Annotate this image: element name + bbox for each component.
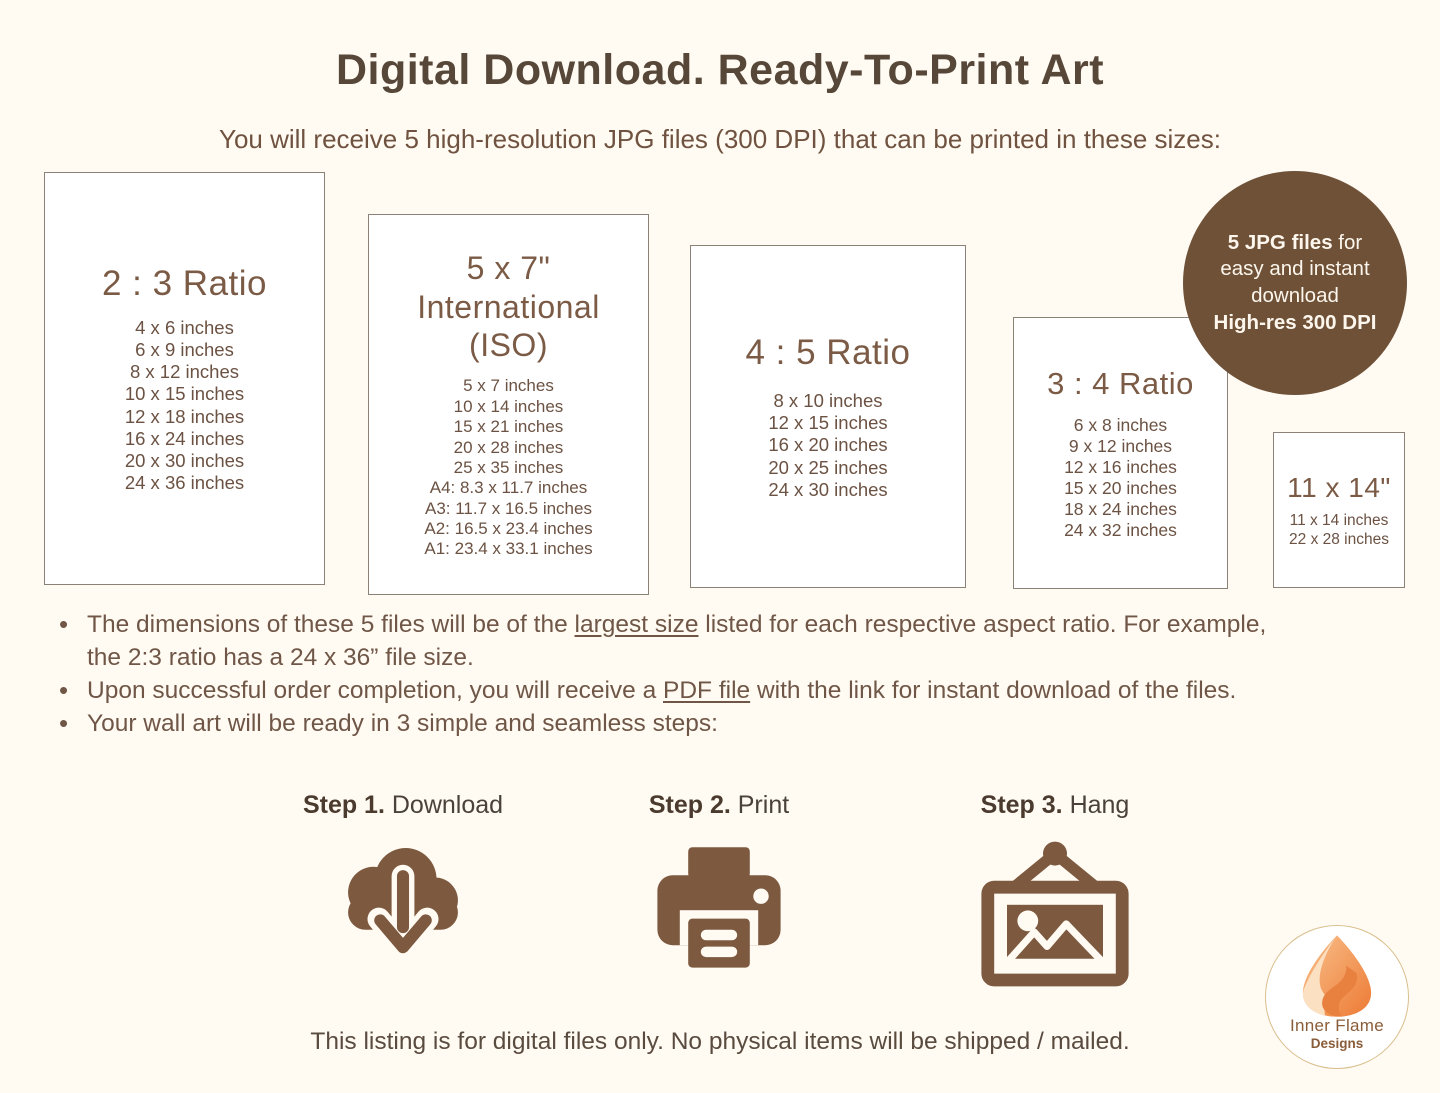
step-3-hang (940, 791, 1170, 993)
size-box-heading: 4 : 5 Ratio (745, 333, 911, 373)
brand-name-2: Designs (1310, 1036, 1364, 1051)
size-item: 10 x 15 inches (124, 383, 245, 405)
step-label: Step 1. Download (302, 791, 504, 819)
size-item: 11 x 14 inches (1289, 512, 1389, 530)
brand-name: Inner Flame (1289, 1016, 1384, 1035)
size-item: A2: 16.5 x 23.4 inches (424, 519, 593, 539)
size-list (1289, 512, 1389, 549)
size-item: 24 x 30 inches (768, 478, 888, 500)
step-2-print (604, 791, 834, 981)
page-title: Digital Download. Ready-To-Print Art (335, 46, 1105, 94)
size-item: 4 x 6 inches (135, 316, 234, 338)
size-box-5x7-iso (368, 214, 649, 595)
size-item: A4: 8.3 x 11.7 inches (429, 478, 588, 498)
size-item: 25 x 35 inches (453, 457, 564, 477)
size-box-2-3-ratio (44, 172, 325, 585)
size-item: A3: 11.7 x 16.5 inches (425, 498, 592, 518)
size-list (1064, 415, 1177, 541)
flame-icon (1298, 934, 1376, 1018)
step-1-download (288, 791, 518, 983)
size-item: A1: 23.4 x 33.1 inches (424, 539, 593, 559)
size-list (125, 317, 244, 495)
size-item: 8 x 12 inches (129, 361, 239, 383)
size-item: 24 x 36 inches (124, 472, 245, 494)
size-item: 16 x 24 inches (124, 427, 245, 449)
size-item: 18 x 24 inches (1064, 498, 1177, 519)
size-item: 5 x 7 inches (463, 376, 554, 396)
size-box-11x14 (1273, 432, 1405, 588)
size-box-heading: 5 x 7" International (ISO) (417, 250, 600, 363)
size-item: 20 x 28 inches (453, 437, 564, 457)
size-item: 20 x 30 inches (124, 449, 245, 471)
size-item: 15 x 21 inches (453, 417, 564, 437)
size-list (768, 390, 887, 501)
size-item: 12 x 18 inches (124, 405, 245, 427)
step-label: Step 3. Hang (980, 791, 1130, 819)
brand-logo (1265, 925, 1409, 1069)
size-item: 6 x 8 inches (1073, 414, 1168, 435)
size-item: 10 x 14 inches (453, 396, 564, 416)
cloud-download-icon (288, 836, 518, 983)
size-item: 12 x 16 inches (1064, 456, 1177, 477)
size-item: 15 x 20 inches (1064, 477, 1177, 498)
bullet-three-steps: • Your wall art will be ready in 3 simple and seamless steps: (55, 707, 1405, 740)
bullet-pdf-file: • Upon successful order completion, you will receive a PDF file with the link for instant download of the files. (55, 674, 1405, 707)
size-box-heading: 3 : 4 Ratio (1047, 366, 1194, 402)
size-item: 9 x 12 inches (1068, 435, 1173, 456)
size-item: 20 x 25 inches (768, 456, 888, 478)
picture-frame-icon (940, 836, 1170, 993)
step-label: Step 2. Print (648, 791, 790, 819)
digital-only-disclaimer: This listing is for digital files only. No physical items will be shipped / mailed. (310, 1028, 1130, 1055)
bullet-largest-size: • The dimensions of these 5 files will be of the largest size listed for each respective aspect ratio. For example, the 2:3 ratio has a 24 x 36” file size. (55, 608, 1405, 674)
jpg-files-badge: 5 JPG files for easy and instant download High-res 300 DPI (1183, 171, 1407, 395)
size-box-heading: 2 : 3 Ratio (101, 263, 268, 303)
printer-icon (604, 836, 834, 981)
size-item: 8 x 10 inches (773, 390, 883, 412)
size-list (424, 376, 592, 560)
size-item: 16 x 20 inches (768, 434, 888, 456)
size-item: 24 x 32 inches (1064, 519, 1177, 540)
page-subtitle: You will receive 5 high-resolution JPG files (300 DPI) that can be printed in these sizes: (218, 124, 1221, 154)
size-item: 12 x 15 inches (768, 412, 888, 434)
size-box-3-4-ratio (1013, 317, 1228, 589)
size-item: 22 x 28 inches (1289, 530, 1389, 548)
size-box-heading: 11 x 14" (1287, 471, 1391, 503)
size-box-4-5-ratio (690, 245, 966, 588)
size-item: 6 x 9 inches (135, 338, 234, 360)
info-bullet-list (55, 608, 1405, 740)
